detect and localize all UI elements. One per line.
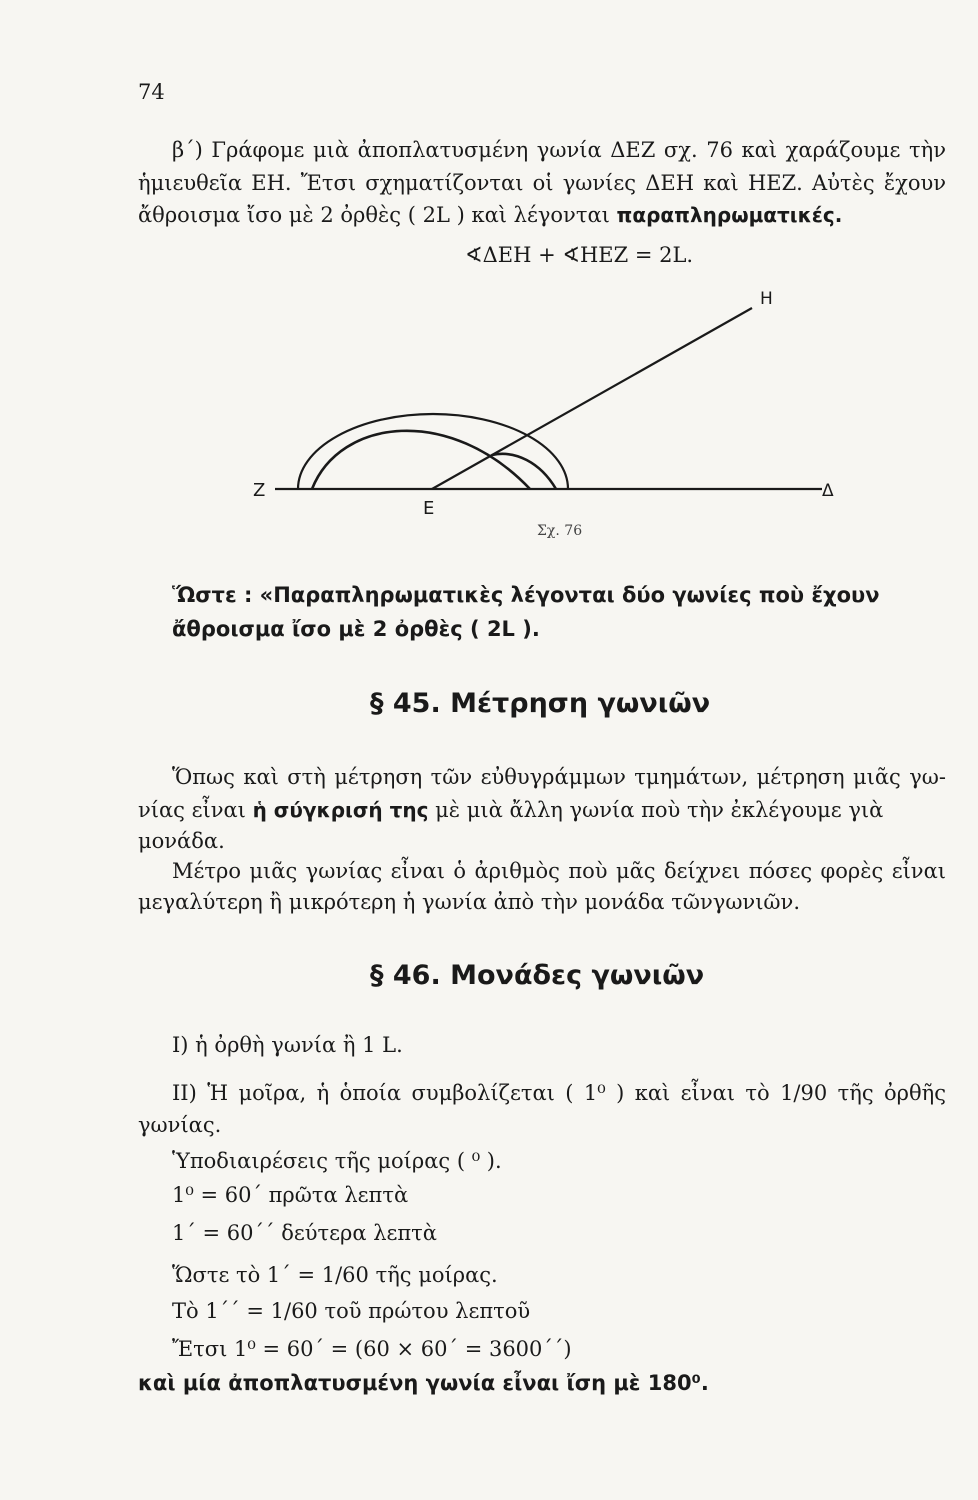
arc-HEZ: [312, 431, 530, 489]
label-E: Ε: [423, 498, 435, 519]
page-number: 74: [138, 80, 165, 104]
sec46-item-2-line-2: γωνίας.: [138, 1113, 222, 1137]
sec45-p1-line-2-pre: νίας εἶναι: [138, 798, 246, 822]
conclusion-line-1: Ὥστε : «Παραπληρωματικὲς λέγονται δύο γωνίες ποὺ ἔχουν: [172, 583, 880, 607]
section-46-title: § 46. Μονάδες γωνιῶν: [370, 960, 705, 991]
label-Z: Ζ: [253, 480, 266, 501]
formula: ∢ΔΕΗ + ∢ΗΕΖ = 2L.: [465, 243, 694, 267]
sec46-row-5: Ἔτσι 1⁰ = 60΄ = (60 × 60΄ = 3600΄΄): [172, 1337, 572, 1361]
sec46-item-2-line-1: II) Ἡ μοῖρα, ἡ ὁποία συμβολίζεται ( 1⁰ ) καὶ εἶναι τὸ 1/90 τῆς ὀρθῆς: [172, 1081, 946, 1105]
sec45-p1-line-1: Ὅπως καὶ στὴ μέτρηση τῶν εὐθυγράμμων τμημάτων, μέτρηση μιᾶς γω-: [172, 765, 946, 789]
figure-caption: Σχ. 76: [537, 523, 583, 539]
label-H: Η: [760, 289, 773, 309]
section-45-title: § 45. Μέτρηση γωνιῶν: [370, 688, 711, 719]
sec45-p1-line-2: [138, 795, 883, 825]
term-supplementary: παραπληρωματικές.: [616, 203, 843, 227]
sec46-row-2: 1΄ = 60΄΄ δεύτερα λεπτὰ: [172, 1221, 437, 1245]
label-D: Δ: [822, 481, 834, 501]
term-comparison: ἡ σύγκρισή της: [252, 798, 429, 822]
para-b-line-3-text: ἄθροισμα ἴσο μὲ 2 ὀρθὲς ( 2L ) καὶ λέγονται: [138, 203, 610, 227]
conclusion-line-2: ἄθροισμα ἴσο μὲ 2 ὀρθὲς ( 2L ).: [172, 617, 540, 641]
sec45-p2-line-2: μεγαλύτερη ἢ μικρότερη ἡ γωνία ἀπὸ τὴν μονάδα τῶνγωνιῶν.: [138, 890, 801, 914]
sec46-row-4: Τὸ 1΄΄ = 1/60 τοῦ πρώτου λεπτοῦ: [172, 1299, 531, 1323]
sec45-p1-line-2-post: μὲ μιὰ ἄλλη γωνία ποὺ τὴν ἐκλέγουμε γιὰ: [435, 798, 884, 822]
sec46-row-3: Ὥστε τὸ 1΄ = 1/60 τῆς μοίρας.: [172, 1263, 498, 1287]
sec45-p1-line-3: μονάδα.: [138, 829, 225, 853]
sec46-item-1: I) ἡ ὀρθὴ γωνία ἢ 1 L.: [172, 1033, 403, 1057]
sec46-subdivisions: Ὑποδιαιρέσεις τῆς μοίρας ( ⁰ ).: [172, 1149, 502, 1173]
para-b-line-2: ἡμιευθεῖα ΕΗ. Ἔτσι σχηματίζονται οἱ γωνίες ΔΕΗ καὶ ΗΕΖ. Αὐτὲς ἔχουν: [138, 171, 946, 195]
sec45-p2-line-1: Μέτρο μιᾶς γωνίας εἶναι ὁ ἀριθμὸς ποὺ μᾶς δείχνει πόσες φορὲς εἶναι: [172, 859, 946, 883]
para-b-line-1: β΄) Γράφομε μιὰ ἀποπλατυσμένη γωνία ΔΕΖ σχ. 76 καὶ χαράζουμε τὴν: [172, 138, 946, 162]
sec46-row-6: καὶ μία ἀποπλατυσμένη γωνία εἶναι ἴση μὲ 180⁰.: [138, 1371, 709, 1395]
sec46-row-1: 1⁰ = 60΄ πρῶτα λεπτὰ: [172, 1183, 409, 1207]
ray-EH: [432, 308, 752, 489]
